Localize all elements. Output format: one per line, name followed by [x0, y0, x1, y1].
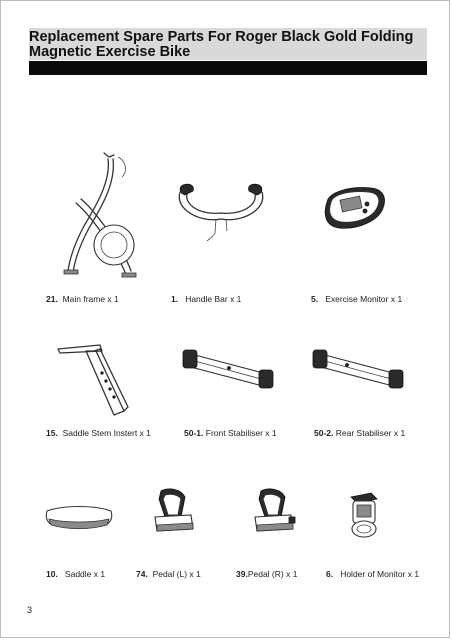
part-number: 74. — [136, 569, 148, 579]
part-label: Saddle Stem Instert x 1 — [62, 428, 151, 438]
monitor-holder-icon — [341, 491, 386, 541]
part-label: Holder of Monitor x 1 — [340, 569, 420, 579]
exercise-monitor-icon — [319, 184, 389, 234]
saddle-stem-icon — [56, 341, 136, 416]
part-caption-74 — [136, 569, 201, 579]
part-label: Exercise Monitor x 1 — [325, 294, 403, 304]
part-number: 10. — [46, 569, 58, 579]
part-number: 50-1. — [184, 428, 204, 438]
page-title-line-2: Magnetic Exercise Bike — [29, 44, 191, 60]
pedal-right-icon — [251, 487, 296, 537]
title-underline-bar — [29, 61, 427, 75]
part-caption-6 — [326, 569, 419, 579]
part-number: 21. — [46, 294, 58, 304]
part-label: Main frame x 1 — [62, 294, 119, 304]
part-caption-39 — [236, 569, 297, 579]
part-number: 1. — [171, 294, 179, 304]
part-number: 50-2. — [314, 428, 334, 438]
part-label: Pedal (R) x 1 — [247, 569, 298, 579]
page-number: 3 — [27, 605, 33, 615]
handle-bar-icon — [171, 181, 271, 246]
part-number: 15. — [46, 428, 58, 438]
part-number: 39. — [236, 569, 248, 579]
part-label: Saddle x 1 — [64, 569, 106, 579]
main-frame-icon — [56, 151, 146, 281]
front-stabiliser-icon — [181, 346, 276, 391]
part-caption-10 — [46, 569, 105, 579]
rear-stabiliser-icon — [311, 346, 406, 391]
part-label: Pedal (L) x 1 — [152, 569, 201, 579]
part-caption-5 — [311, 294, 402, 304]
page-title-line-1: Replacement Spare Parts For Roger Black Gold Folding — [29, 29, 414, 45]
part-caption-1 — [171, 294, 241, 304]
part-label: Rear Stabiliser x 1 — [335, 428, 406, 438]
part-label: Handle Bar x 1 — [185, 294, 242, 304]
part-caption-21 — [46, 294, 119, 304]
part-number: 5. — [311, 294, 319, 304]
part-caption-50-1 — [184, 428, 277, 438]
part-caption-15 — [46, 428, 151, 438]
pedal-left-icon — [151, 487, 196, 537]
saddle-icon — [43, 501, 115, 533]
part-number: 6. — [326, 569, 334, 579]
part-label: Front Stabiliser x 1 — [205, 428, 277, 438]
title-block — [29, 28, 427, 76]
part-caption-50-2 — [314, 428, 405, 438]
